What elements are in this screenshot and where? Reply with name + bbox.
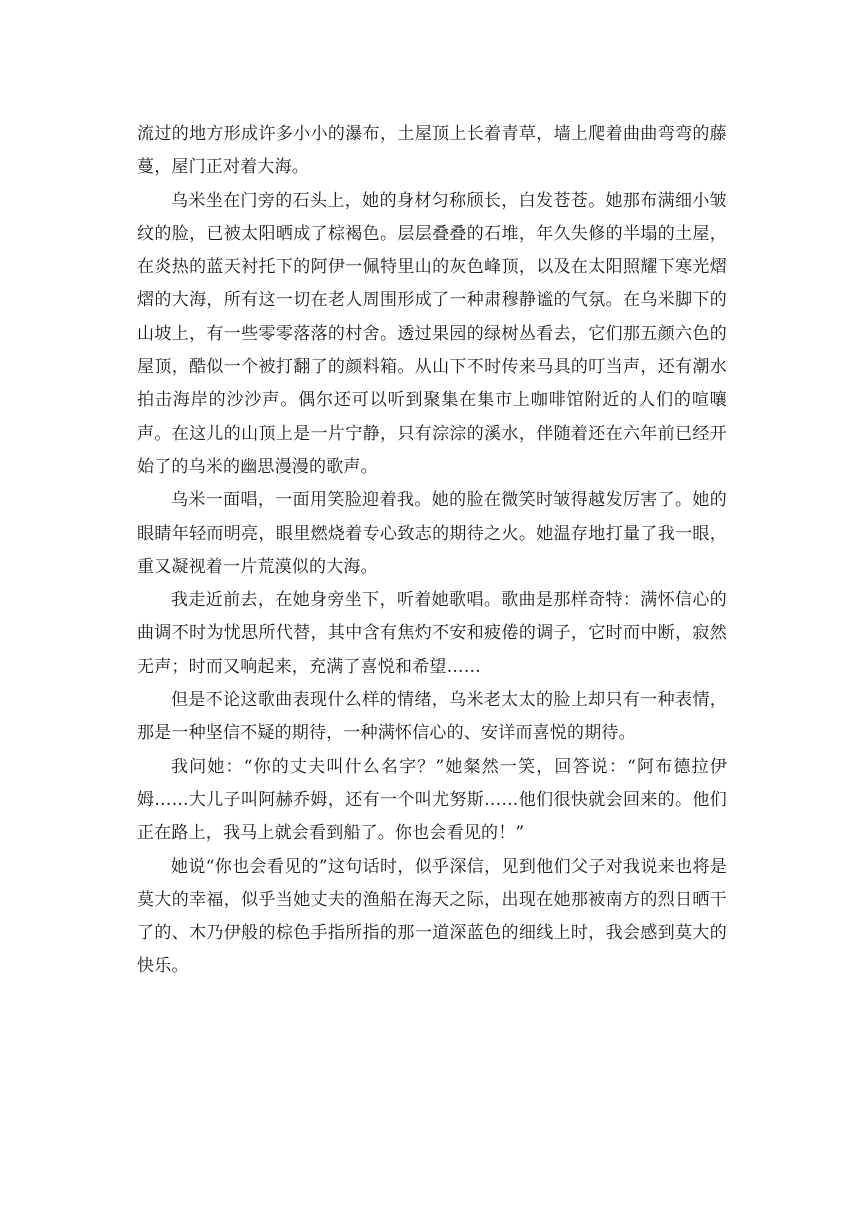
paragraph-2: 乌米坐在门旁的石头上，她的身材匀称颀长，白发苍苍。她那布满细小皱纹的脸，已被太阳晒成了棕褐色。层层叠叠的石堆，年久失修的半塌的土屋，在炎热的蓝天衬托下的阿伊一佩特里山的灰色峰顶，以及在太阳照耀下寒光熠熠的大海，所有这一切在老人周围形成了一种肃穆静谧的气氛。在乌米脚下的山坡上，有一些零零落落的村舍。透过果园的绿树丛看去，它们那五颜六色的屋顶，酷似一个被打翻了的颜料箱。从山下不时传来马具的叮当声，还有潮水拍击海岸的沙沙声。偶尔还可以听到聚集在集市上咖啡馆附近的人们的喧嚷声。在这儿的山顶上是一片宁静，只有淙淙的溪水，伴随着还在六年前已经开始了的乌米的幽思漫漫的歌声。 xyxy=(137,190,727,477)
paragraph-5: 但是不论这歌曲表现什么样的情绪，乌米老太太的脸上却只有一种表情，那是一种坚信不疑的期待，一种满怀信心的、安详而喜悦的期待。 xyxy=(137,690,727,744)
paragraph-7: 她说“你也会看见的”这句话时，似乎深信，见到他们父子对我说来也将是莫大的幸福，似乎当她丈夫的渔船在海天之际，出现在她那被南方的烈日晒干了的、木乃伊般的棕色手指所指的那一道深蓝色的细线上时，我会感到莫大的快乐。 xyxy=(137,856,727,977)
paragraph-4: 我走近前去，在她身旁坐下，听着她歌唱。歌曲是那样奇特：满怀信心的曲调不时为忧思所代替，其中含有焦灼不安和疲倦的调子，它时而中断，寂然无声；时而又响起来，充满了喜悦和希望…… xyxy=(137,590,727,677)
paragraph-3: 乌米一面唱，一面用笑脸迎着我。她的脸在微笑时皱得越发厉害了。她的眼睛年轻而明亮，眼里燃烧着专心致志的期待之火。她温存地打量了我一眼，重又凝视着一片荒漠似的大海。 xyxy=(137,490,727,577)
paragraph-1: 流过的地方形成许多小小的瀑布，土屋顶上长着青草，墙上爬着曲曲弯弯的藤蔓，屋门正对着大海。 xyxy=(137,124,727,178)
paragraph-6: 我问她：“你的丈夫叫什么名字？”她粲然一笑，回答说：“阿布德拉伊姆……大儿子叫阿赫乔姆，还有一个叫尤努斯……他们很快就会回来的。他们正在路上，我马上就会看到船了。你也会看见的！” xyxy=(137,756,727,844)
article-body xyxy=(137,118,727,984)
